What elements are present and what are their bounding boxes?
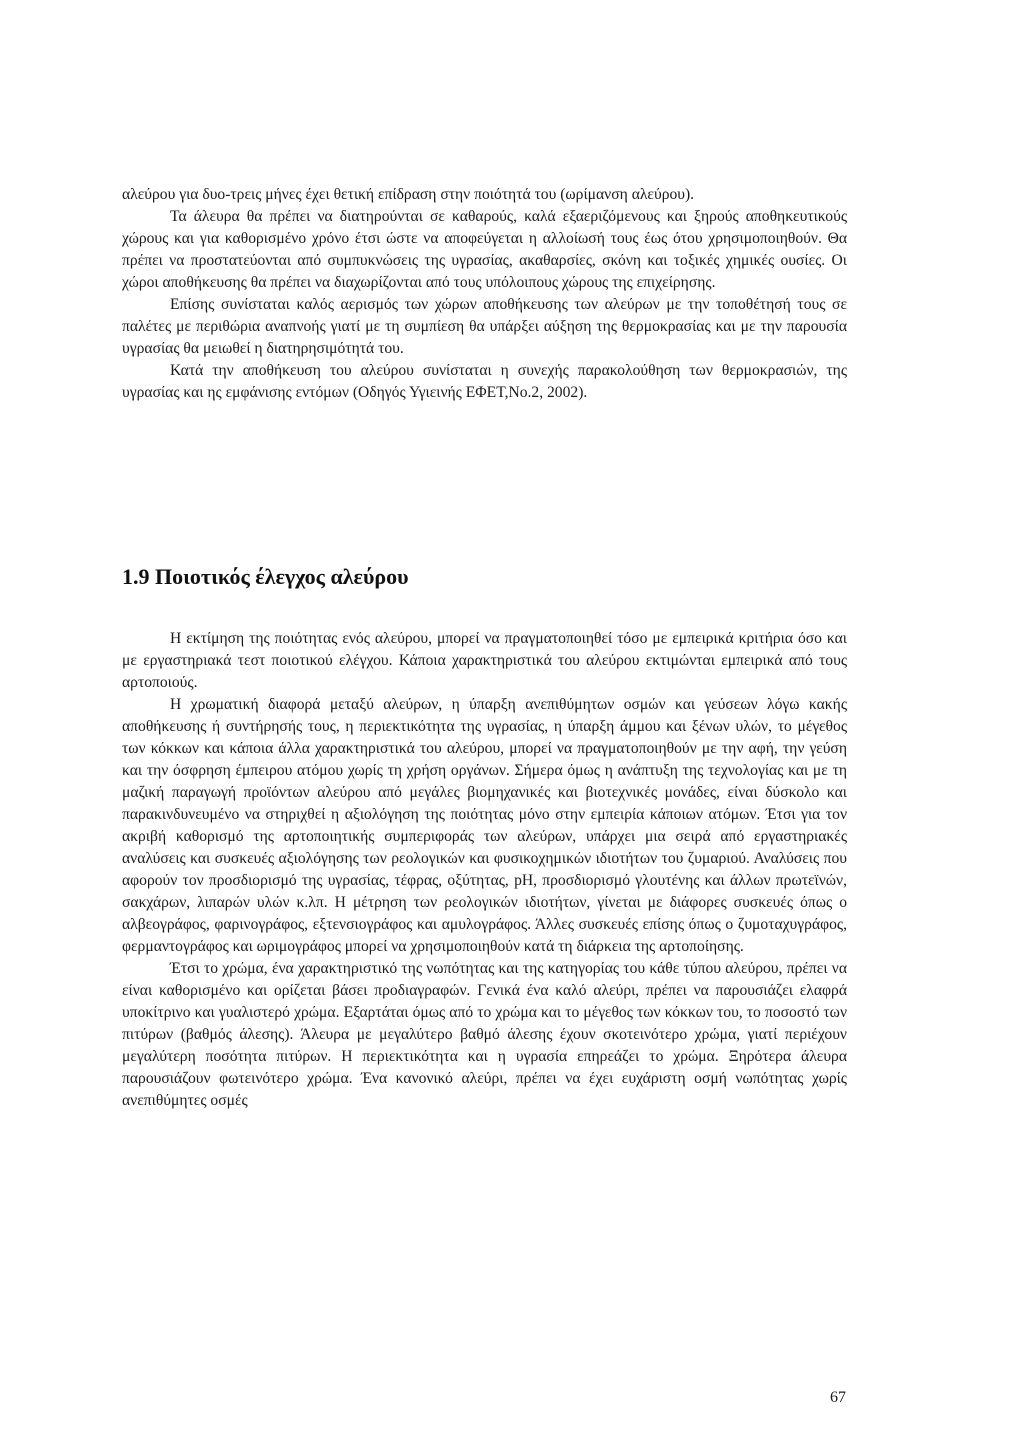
paragraph-empirical-and-lab-tests: Η χρωματική διαφορά μεταξύ αλεύρων, η ύπαρξη ανεπιθύμητων οσμών και γεύσεων λόγω κακής αποθήκευσης ή συντήρησής τους, η περιεκτικότητα της υγρασίας, η ύπαρξη άμμου και ξένων υλών, το μέγεθος των κόκκων και κάποια άλλα χαρακτηριστικά του αλεύρου, μπορεί να πραγματοποιηθούν με την αφή, την γεύση και την όσφρηση έμπειρου ατόμου χωρίς τη χρήση οργάνων. Σήμερα όμως η ανάπτυξη της τεχνολογίας και με τη μαζική παραγωγή προϊόντων αλεύρου από μεγάλες βιομηχανικές και βιοτεχνικές μονάδες, είναι δύσκολο και παρακινδυνευμένο να στηριχθεί η αξιολόγηση της ποιότητας μόνο στην εμπειρία κάποιων ατόμων. Έτσι για τον ακριβή καθορισμό της αρτοποιητικής συμπεριφοράς των αλεύρων, υπάρχει μια σειρά από εργαστηριακές αναλύσεις και συσκευές αξιολόγησης των ρεολογικών και φυσικοχημικών ιδιοτήτων του ζυμαριού. Αναλύσεις που αφορούν τον προσδιορισμό της υγρασίας, τέφρας, οξύτητας, pH, προσδιορισμό γλουτένης και άλλων πρωτεϊνών, σακχάρων, λιπαρών υλών κ.λπ. Η μέτρηση των ρεολογικών ιδιοτήτων, γίνεται με διάφορες συσκευές όπως ο αλβεογράφος, φαρινογράφος, εξτενσιογράφος και αμυλογράφος. Άλλες συσκευές επίσης όπως ο ζυμοταχυγράφος, φερμαντογράφος και ωριμογράφος μπορεί να χρησιμοποιηθούν κατά τη διάρκεια της αρτοποίησης.: [122, 696, 847, 955]
paragraph-continuation: αλεύρου για δυο-τρεις μήνες έχει θετική επίδραση στην ποιότητά του (ωρίμανση αλεύρου).: [122, 186, 695, 203]
paragraph-quality-assessment: Η εκτίμηση της ποιότητας ενός αλεύρου, μπορεί να πραγματοποιηθεί τόσο με εμπειρικά κριτήρια όσο και με εργαστηριακά τεστ ποιοτικού ελέγχου. Κάποια χαρακτηριστικά του αλεύρου εκτιμώνται εμπειρικά από τους αρτοποιούς.: [122, 630, 847, 691]
paragraph-monitoring: Κατά την αποθήκευση του αλεύρου συνίσταται η συνεχής παρακολούθηση των θερμοκρασιών, της υγρασίας και ης εμφάνισης εντόμων (Οδηγός Υγιεινής ΕΦΕΤ,Νο.2, 2002).: [122, 362, 847, 401]
paragraph-ventilation: Επίσης συνίσταται καλός αερισμός των χώρων αποθήκευσης των αλεύρων με την τοποθέτησή τους σε παλέτες με περιθώρια αναπνοής γιατί με τη συμπίεση θα υπάρξει αύξηση της θερμοκρασίας και με την παρουσία υγρασίας θα μειωθεί η διατηρησιμότητά του.: [122, 296, 847, 357]
section-heading: 1.9 Ποιοτικός έλεγχος αλεύρου: [122, 564, 409, 589]
paragraph-storage-conditions: Τα άλευρα θα πρέπει να διατηρούνται σε καθαρούς, καλά εξαεριζόμενους και ξηρούς αποθηκευτικούς χώρους και για καθορισμένο χρόνο έτσι ώστε να αποφεύγεται η αλλοίωσή τους έως ότου χρησιμοποιηθούν. Θα πρέπει να προστατεύονται από συμπυκνώσεις της υγρασίας, ακαθαρσίες, σκόνη και τοξικές χημικές ουσίες. Οι χώροι αποθήκευσης θα πρέπει να διαχωρίζονται από τους υπόλοιπους χώρους της επιχείρησης.: [122, 208, 847, 291]
quality-control-text-block: [122, 628, 847, 1112]
page-number: 67: [830, 1389, 846, 1406]
storage-text-block: [122, 184, 847, 404]
paragraph-flour-color: Έτσι το χρώμα, ένα χαρακτηριστικό της νωπότητας και της κατηγορίας του κάθε τύπου αλεύρου, πρέπει να είναι καθορισμένο και ορίζεται βάσει προδιαγραφών. Γενικά ένα καλό αλεύρι, πρέπει να παρουσιάζει ελαφρά υποκίτρινο και γυαλιστερό χρώμα. Εξαρτάται όμως από το χρώμα και το μέγεθος των κόκκων του, το ποσοστό των πιτύρων (βαθμός άλεσης). Άλευρα με μεγαλύτερο βαθμό άλεσης έχουν σκοτεινότερο χρώμα, γιατί περιέχουν μεγαλύτερη ποσότητα πιτύρων. Η περιεκτικότητα και η υγρασία επηρεάζει το χρώμα. Ξηρότερα άλευρα παρουσιάζουν φωτεινότερο χρώμα. Ένα κανονικό αλεύρι, πρέπει να έχει ευχάριστη οσμή νωπότητας χωρίς ανεπιθύμητες οσμές: [122, 960, 847, 1109]
